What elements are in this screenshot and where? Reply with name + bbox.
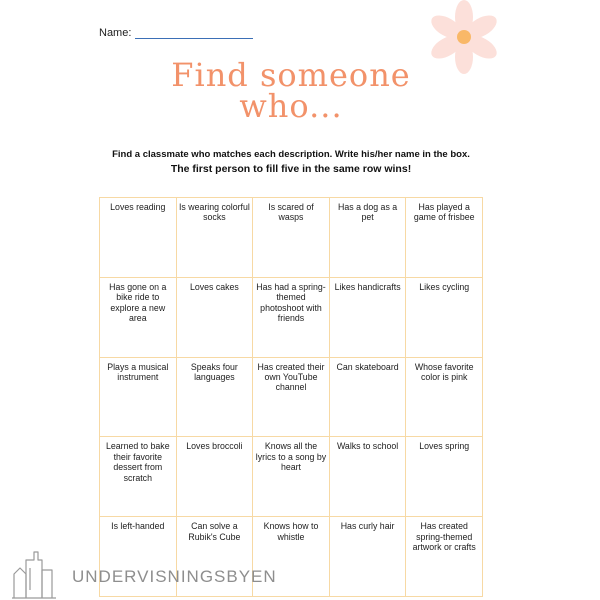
- page-title: [0, 56, 582, 125]
- bingo-cell[interactable]: Has a dog as a pet: [330, 198, 407, 278]
- bingo-cell[interactable]: Likes cycling: [406, 278, 483, 358]
- title-line-1: Find someone: [171, 56, 411, 94]
- bingo-cell[interactable]: Has curly hair: [330, 517, 407, 597]
- bingo-cell[interactable]: Is left-handed: [100, 517, 177, 597]
- bingo-cell[interactable]: Knows all the lyrics to a song by heart: [253, 437, 330, 517]
- bingo-cell[interactable]: Can skateboard: [330, 358, 407, 438]
- instructions-line-1: Find a classmate who matches each description. Write his/her name in the box.: [112, 149, 470, 160]
- bingo-cell[interactable]: Is wearing colorful socks: [177, 198, 254, 278]
- bingo-cell[interactable]: Has gone on a bike ride to explore a new area: [100, 278, 177, 358]
- bingo-cell[interactable]: Plays a musical instrument: [100, 358, 177, 438]
- bingo-cell[interactable]: Whose favorite color is pink: [406, 358, 483, 438]
- bingo-cell[interactable]: Loves broccoli: [177, 437, 254, 517]
- instructions-line-2: The first person to fill five in the same row wins!: [170, 163, 412, 175]
- bingo-cell[interactable]: Learned to bake their favorite dessert from scratch: [100, 437, 177, 517]
- brand-wordmark: UNDERVISNINGSBYEN: [72, 567, 277, 586]
- bingo-cell[interactable]: Speaks four languages: [177, 358, 254, 438]
- bingo-grid: [99, 197, 483, 597]
- bingo-cell[interactable]: Can solve a Rubik's Cube: [177, 517, 254, 597]
- name-label: Name:: [99, 27, 132, 39]
- name-blank-line[interactable]: [135, 28, 253, 39]
- bingo-cell[interactable]: Knows how to whistle: [253, 517, 330, 597]
- bingo-cell[interactable]: Loves spring: [406, 437, 483, 517]
- bingo-cell[interactable]: Likes handicrafts: [330, 278, 407, 358]
- bingo-cell[interactable]: Loves reading: [100, 198, 177, 278]
- name-field-row: [99, 27, 253, 39]
- bingo-cell[interactable]: Is scared of wasps: [253, 198, 330, 278]
- bingo-cell[interactable]: Has had a spring-themed photoshoot with friends: [253, 278, 330, 358]
- bingo-cell[interactable]: Loves cakes: [177, 278, 254, 358]
- bingo-cell[interactable]: Has created spring-themed artwork or crafts: [406, 517, 483, 597]
- bingo-cell[interactable]: Walks to school: [330, 437, 407, 517]
- bingo-cell[interactable]: Has created their own YouTube channel: [253, 358, 330, 438]
- title-line-2: who...: [239, 87, 343, 125]
- bingo-cell[interactable]: Has played a game of frisbee: [406, 198, 483, 278]
- city-skyline-icon: [12, 540, 72, 600]
